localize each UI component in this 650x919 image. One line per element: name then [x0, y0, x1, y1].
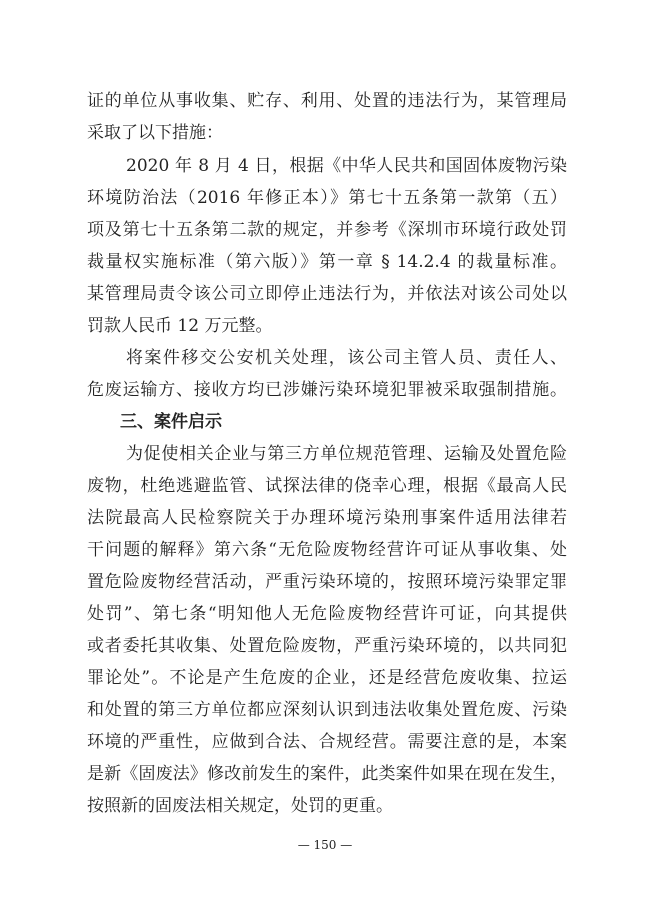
- section-heading: 三、案件启示: [120, 412, 222, 432]
- paragraph-4-line: 和处置的第三方单位都应深刻认识到违法收集处置危废、污染: [87, 700, 567, 720]
- paragraph-4-line: 干问题的解释》第六条“无危险废物经营许可证从事收集、处: [87, 540, 567, 560]
- paragraph-4-line: 处罚”、第七条“明知他人无危险废物经营许可证，向其提供: [87, 604, 567, 624]
- paragraph-4-line: 废物，杜绝逃避监管、试探法律的侥幸心理，根据《最高人民: [87, 476, 567, 496]
- paragraph-4-line: 或者委托其收集、处置危险废物，严重污染环境的，以共同犯: [87, 636, 567, 656]
- paragraph-3-line: 危废运输方、接收方均已涉嫌污染环境犯罪被采取强制措施。: [87, 380, 567, 400]
- paragraph-1-line: 证的单位从事收集、贮存、利用、处置的违法行为，某管理局: [87, 91, 567, 111]
- paragraph-2-line: 罚款人民币 12 万元整。: [87, 316, 273, 336]
- paragraph-4-line: 置危险废物经营活动，严重污染环境的，按照环境污染罪定罪: [87, 572, 567, 592]
- paragraph-2-line: 2020 年 8 月 4 日，根据《中华人民共和国固体废物污染: [126, 156, 567, 176]
- paragraph-2-line: 环境防治法（2016 年修正本）》第七十五条第一款第（五）: [87, 188, 567, 208]
- paragraph-4-line: 法院最高人民检察院关于办理环境污染刑事案件适用法律若: [87, 508, 567, 528]
- paragraph-4-line: 环境的严重性，应做到合法、合规经营。需要注意的是，本案: [87, 732, 567, 752]
- paragraph-1-line: 采取了以下措施：: [87, 123, 223, 143]
- paragraph-2-line: 项及第七十五条第二款的规定，并参考《深圳市环境行政处罚: [87, 220, 567, 240]
- page-number: — 150 —: [297, 838, 353, 852]
- paragraph-4-line: 罪论处”。不论是产生危废的企业，还是经营危废收集、拉运: [87, 668, 567, 688]
- paragraph-2-line: 某管理局责令该公司立即停止违法行为，并依法对该公司处以: [87, 284, 567, 304]
- paragraph-2-line: 裁量权实施标准（第六版）》第一章 § 14.2.4 的裁量标准。: [87, 252, 567, 272]
- paragraph-4-line: 按照新的固废法相关规定，处罚的更重。: [87, 796, 393, 816]
- paragraph-4-line: 是新《固废法》修改前发生的案件，此类案件如果在现在发生，: [87, 764, 567, 784]
- paragraph-4-line: 为促使相关企业与第三方单位规范管理、运输及处置危险: [126, 444, 567, 464]
- paragraph-3-line: 将案件移交公安机关处理，该公司主管人员、责任人、: [126, 348, 567, 368]
